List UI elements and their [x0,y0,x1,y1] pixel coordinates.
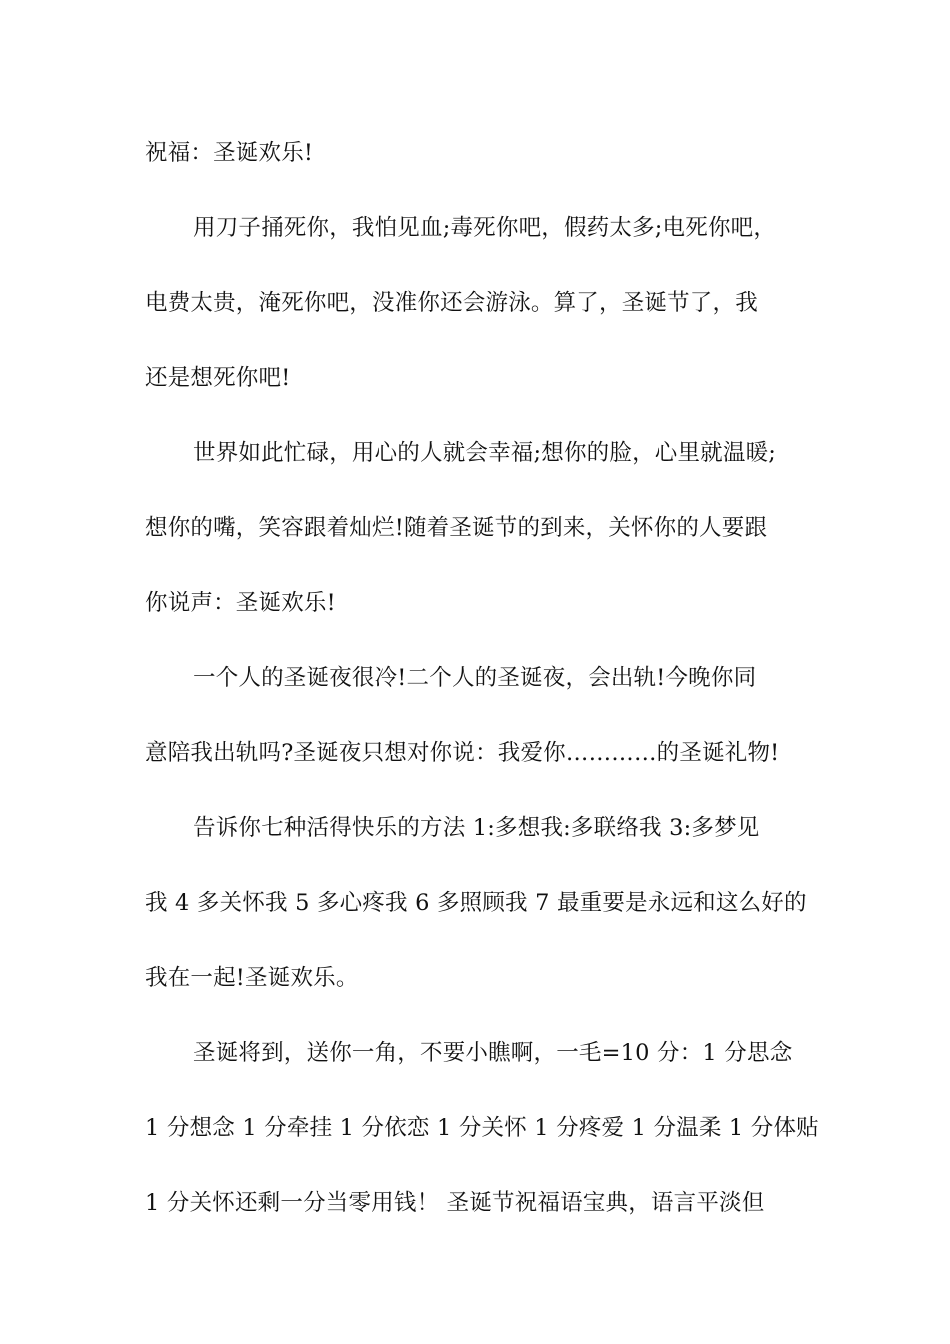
text-line: 世界如此忙碌，用心的人就会幸福;想你的脸，心里就温暖; [193,440,777,466]
text-line: 我 4 多关怀我 5 多心疼我 6 多照顾我 7 最重要是永远和这么好的 [145,890,807,916]
text-line: 圣诞将到，送你一角，不要小瞧啊，一毛=10 分：1 分思念 [193,1040,793,1066]
text-line: 一个人的圣诞夜很冷!二个人的圣诞夜，会出轨!今晚你同 [193,665,757,691]
text-line: 电费太贵，淹死你吧，没准你还会游泳。算了，圣诞节了，我 [145,290,758,316]
text-line: 还是想死你吧! [145,365,291,391]
text-line: 告诉你七种活得快乐的方法 1:多想我:多联络我 3:多梦见 [193,815,760,841]
text-line: 祝福：圣诞欢乐! [145,140,314,166]
text-line: 1 分想念 1 分牵挂 1 分依恋 1 分关怀 1 分疼爱 1 分温柔 1 分体贴 [145,1115,819,1141]
text-line: 你说声：圣诞欢乐! [145,590,336,616]
text-line: 用刀子捅死你，我怕见血;毒死你吧，假药太多;电死你吧， [193,215,777,241]
text-line: 1 分关怀还剩一分当零用钱！ 圣诞节祝福语宝典，语言平淡但 [145,1190,765,1216]
text-line: 我在一起!圣诞欢乐。 [145,965,359,991]
text-line: 想你的嘴，笑容跟着灿烂!随着圣诞节的到来，关怀你的人要跟 [145,515,768,541]
text-line: 意陪我出轨吗?圣诞夜只想对你说：我爱你…………的圣诞礼物! [145,740,780,766]
